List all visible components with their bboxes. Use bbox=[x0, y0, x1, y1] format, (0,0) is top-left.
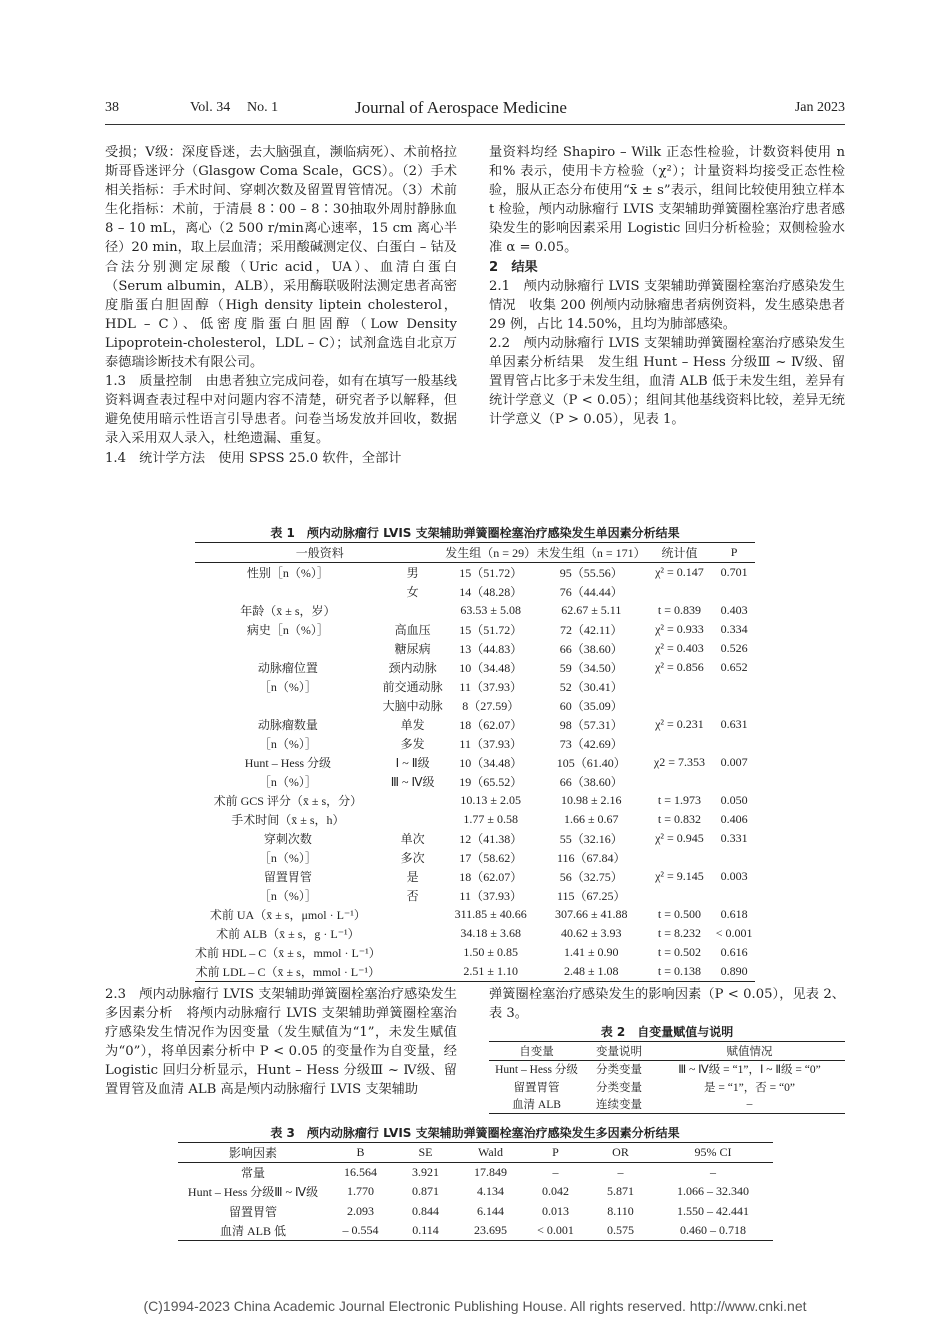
table1-cell: 0.526 bbox=[720, 641, 748, 655]
table1-cell: 10（34.48） bbox=[459, 756, 523, 770]
table1-cell: 0.003 bbox=[720, 869, 748, 883]
table1-cell: 术前 GCS 评分（x̄ ± s，分） bbox=[213, 794, 363, 808]
running-header bbox=[105, 98, 845, 125]
table1-cell: t = 0.502 bbox=[657, 945, 701, 959]
table1-row bbox=[195, 943, 755, 962]
table3-cell: 2.093 bbox=[347, 1203, 374, 1218]
table1-row bbox=[195, 620, 755, 639]
table1-cell: 前交通动脉 bbox=[382, 680, 443, 694]
table1-cell: 116（67.84） bbox=[556, 851, 626, 865]
left-column bbox=[105, 143, 457, 468]
table1-cell: 8（27.59） bbox=[462, 699, 520, 713]
table2-header-cell: 赋值情况 bbox=[654, 1042, 845, 1061]
table1-cell bbox=[713, 848, 755, 867]
table3-cell: – bbox=[617, 1165, 624, 1180]
table1-cell: 单次 bbox=[400, 832, 425, 846]
table2-cell: 分类变量 bbox=[596, 1064, 642, 1077]
table2-cell: – bbox=[654, 1096, 845, 1114]
table3-header-cell: P bbox=[523, 1143, 588, 1163]
table3-row bbox=[178, 1202, 773, 1221]
table3-row bbox=[178, 1221, 773, 1241]
table3-cell: 23.695 bbox=[458, 1221, 523, 1241]
table1-cell: 术前 ALB（x̄ ± s，g · L⁻¹） bbox=[216, 927, 360, 941]
table1-cell bbox=[646, 696, 714, 715]
table1-cell: 0.652 bbox=[720, 660, 748, 674]
table3-cell: 1.770 bbox=[347, 1184, 374, 1199]
table1-cell: 15（51.72） bbox=[459, 566, 523, 580]
table2-cell: Hunt – Hess 分级 bbox=[495, 1064, 578, 1077]
table1-cell: 63.53 ± 5.08 bbox=[460, 603, 521, 617]
table1-cell: 0.403 bbox=[720, 603, 748, 617]
table1-cell: ［n（%）］ bbox=[258, 737, 317, 751]
right-column-2 bbox=[489, 985, 845, 1023]
table1-cell: 62.67 ± 5.11 bbox=[561, 603, 622, 617]
table1-cell bbox=[646, 734, 714, 753]
page-number: 38 bbox=[105, 100, 119, 115]
table1-cell: 15（51.72） bbox=[459, 623, 523, 637]
table2-cell: 分类变量 bbox=[596, 1081, 642, 1094]
table1-cell: Ⅰ ~ Ⅱ级 bbox=[395, 756, 430, 770]
table1-cell: 10（34.48） bbox=[459, 661, 523, 675]
table1-cell: 性别［n（%）］ bbox=[246, 566, 329, 580]
table1-cell: 1.66 ± 0.67 bbox=[563, 812, 619, 826]
table1-cell bbox=[646, 772, 714, 791]
table3-caption: 表 3 颅内动脉瘤行 LVIS 支架辅助弹簧圈栓塞治疗感染发生多因素分析结果 bbox=[270, 1126, 680, 1140]
table1-cell: 311.85 ± 40.66 bbox=[454, 907, 527, 921]
table1-cell: 18（62.07） bbox=[459, 718, 523, 732]
table1-row bbox=[195, 658, 755, 677]
paragraph-statistics: 1.4 统计学方法 使用 SPSS 25.0 软件，全部计 bbox=[105, 450, 402, 466]
table1-cell: 病史［n（%）］ bbox=[246, 623, 329, 637]
table1-cell bbox=[646, 886, 714, 905]
table1-row bbox=[195, 677, 755, 696]
table3-header-cell: 95% CI bbox=[653, 1143, 773, 1163]
table2-cell: 连续变量 bbox=[584, 1096, 654, 1114]
table1-cell: 2.51 ± 1.10 bbox=[445, 962, 537, 982]
table1-cell bbox=[381, 791, 445, 810]
table1-cell: 糖尿病 bbox=[394, 642, 431, 656]
right-column bbox=[489, 143, 845, 429]
table1-cell: 12（41.38） bbox=[459, 832, 523, 846]
table2-cell: 血清 ALB bbox=[489, 1096, 584, 1114]
table1-cell: ［n（%）］ bbox=[258, 889, 317, 903]
table1-cell: 55（32.16） bbox=[559, 832, 623, 846]
table1-row bbox=[195, 753, 755, 772]
table3-cell: 5.871 bbox=[607, 1184, 634, 1199]
table1-cell: ［n（%）］ bbox=[258, 680, 317, 694]
table1-cell bbox=[713, 677, 755, 696]
table2-header-cell: 变量说明 bbox=[584, 1042, 654, 1061]
table1-cell: 10.13 ± 2.05 bbox=[460, 793, 521, 807]
table3-cell: 0.013 bbox=[542, 1203, 569, 1218]
table1-cell: 56（32.75） bbox=[559, 870, 623, 884]
table3-cell: 0.042 bbox=[542, 1184, 569, 1199]
table3-cell: 0.114 bbox=[393, 1221, 458, 1241]
table1-cell: 0.331 bbox=[720, 831, 748, 845]
table2-cell: Ⅲ ~ Ⅳ级 = “1”，Ⅰ ~ Ⅱ级 = “0” bbox=[678, 1064, 821, 1077]
table1-cell: 72（42.11） bbox=[559, 623, 623, 637]
table1-row bbox=[195, 867, 755, 886]
table1-row bbox=[195, 810, 755, 829]
table1-row bbox=[195, 734, 755, 753]
table1-row bbox=[195, 772, 755, 791]
table1-cell: 否 bbox=[406, 889, 419, 903]
table3-cell: 常量 bbox=[240, 1166, 265, 1181]
table1-cell: t = 0.839 bbox=[657, 603, 701, 617]
table1-cell: 0.050 bbox=[720, 793, 748, 807]
table1-row bbox=[195, 601, 755, 620]
table1-cell: 多次 bbox=[400, 851, 425, 865]
table1-cell: 66（38.60） bbox=[559, 642, 623, 656]
table1-cell: χ² = 0.933 bbox=[655, 622, 704, 636]
table1-cell: 1.77 ± 0.58 bbox=[463, 812, 518, 826]
table1-cell: ［n（%）］ bbox=[258, 775, 317, 789]
table2 bbox=[489, 1041, 845, 1114]
paragraph-results-2-2: 2.2 颅内动脉瘤行 LVIS 支架辅助弹簧圈栓塞治疗感染发生单因素分析结果 发生组 Hunt – Hess 分级Ⅲ ~ Ⅳ级、留置胃管占比多于未发生组，血清 ALB 低于未发生组，差异有统计学意义（P < 0.05）；组间其他基线资料比较，差异无统计学意义（P > 0.05），见表 1。 bbox=[489, 335, 845, 428]
table3-header-cell: Wald bbox=[458, 1143, 523, 1163]
table1-header-cell: 未发生组（n = 171） bbox=[537, 543, 646, 563]
paragraph-methods-indicators: 受损；Ⅴ级：深度昏迷，去大脑强直，濒临病死）、术前格拉斯哥昏迷评分（Glasgow Coma Scale，GCS）。（2）手术相关指标：手术时间、穿刺次数及留置胃管情况。（3）术前生化指标：术前，于清晨 8∶00 – 8∶30抽取外周肘静脉血 8 – 10 mL，离心（2 500 r/min离心速率，15 cm 离心半径）20 min，取上层血清；采用酸碱测定仪、白蛋白 – 钴及合法分别测定尿酸（Uric acid，UA）、血清白蛋白（Serum albumin，ALB），采用酶联吸附法测定患者高密度脂蛋白胆固醇（High density liptein cholesterol，HDL – C）、低密度脂蛋白胆固醇（Low Density Lipoprotein-cholesterol，LDL – C）；试剂盒选自北京万泰德瑞诊断技术有限公司。 bbox=[105, 145, 457, 371]
table3-cell: < 0.001 bbox=[523, 1221, 588, 1241]
volume: Vol. 34 bbox=[190, 100, 231, 115]
table1-cell: 0.701 bbox=[720, 565, 748, 579]
table1-cell bbox=[713, 886, 755, 905]
table2-cell: 留置胃管 bbox=[513, 1081, 560, 1094]
table1-cell: 11（37.93） bbox=[459, 889, 522, 903]
table1-cell bbox=[713, 772, 755, 791]
left-column-2 bbox=[105, 985, 457, 1100]
table3-cell: 4.134 bbox=[477, 1184, 504, 1199]
table1-row bbox=[195, 829, 755, 848]
table1-cell: 60（35.09） bbox=[559, 699, 623, 713]
table1-cell: 115（67.25） bbox=[556, 889, 626, 903]
table2-caption: 表 2 自变量赋值与说明 bbox=[600, 1025, 734, 1039]
table1-cell: 76（44.44） bbox=[559, 585, 623, 599]
table2-header-cell: 自变量 bbox=[489, 1042, 584, 1061]
table1-cell: t = 0.138 bbox=[646, 962, 714, 982]
table1-cell: 0.007 bbox=[720, 755, 748, 769]
table3-cell: – bbox=[710, 1165, 716, 1180]
table3-header-cell: 影响因素 bbox=[178, 1143, 328, 1163]
table1-cell bbox=[646, 582, 714, 601]
table2-row bbox=[489, 1060, 845, 1078]
table1-cell: 是 bbox=[406, 870, 419, 884]
table3-row bbox=[178, 1182, 773, 1201]
table1-header-cell: 一般资料 bbox=[195, 543, 445, 563]
table1-cell: 11（37.93） bbox=[459, 737, 522, 751]
table3-cell: – 0.554 bbox=[328, 1221, 393, 1241]
table1-cell: 0.618 bbox=[720, 907, 748, 921]
table3-cell: 1.066 – 32.340 bbox=[677, 1184, 749, 1199]
table1-cell: t = 0.832 bbox=[657, 812, 701, 826]
table1-row bbox=[195, 962, 755, 982]
table1-cell bbox=[381, 601, 445, 620]
table3-cell: 3.921 bbox=[412, 1165, 439, 1180]
table1-cell: 307.66 ± 41.88 bbox=[554, 907, 628, 921]
table1-cell: 105（61.40） bbox=[556, 756, 626, 770]
table3-cell: – bbox=[552, 1165, 559, 1180]
table1-cell: 大脑中动脉 bbox=[382, 699, 443, 713]
table1-cell: 0.406 bbox=[720, 812, 748, 826]
table1-cell: 34.18 ± 3.68 bbox=[460, 926, 521, 940]
paragraph-results-2-3-cont: 弹簧圈栓塞治疗感染发生的影响因素（P < 0.05），见表 2、表 3。 bbox=[489, 987, 845, 1022]
table1-cell: 59（34.50） bbox=[559, 661, 623, 675]
table1-cell: χ² = 9.145 bbox=[655, 869, 704, 883]
table1-cell bbox=[381, 810, 445, 829]
table3-cell: 0.575 bbox=[588, 1221, 653, 1241]
table1-cell: 1.50 ± 0.85 bbox=[463, 945, 518, 959]
table1-cell: 1.41 ± 0.90 bbox=[563, 945, 619, 959]
table2-row bbox=[489, 1096, 845, 1114]
table2-cell: 是 = “1”，否 = “0” bbox=[704, 1081, 795, 1094]
table1-cell: ［n（%）］ bbox=[258, 851, 317, 865]
table1-cell: 穿刺次数 bbox=[263, 832, 312, 846]
table1-cell: 术前 UA（x̄ ± s，μmol · L⁻¹） bbox=[209, 908, 366, 922]
issue-date: Jan 2023 bbox=[794, 100, 845, 115]
table1-cell: χ² = 0.231 bbox=[655, 717, 704, 731]
table3-cell: 0.844 bbox=[412, 1203, 439, 1218]
table1-cell: 19（65.52） bbox=[459, 775, 523, 789]
table1-row bbox=[195, 696, 755, 715]
table1-cell: < 0.001 bbox=[715, 926, 753, 940]
table1-cell: 66（38.60） bbox=[559, 775, 623, 789]
table1-cell: 98（57.31） bbox=[559, 718, 623, 732]
table1-row bbox=[195, 886, 755, 905]
section-heading-results: 2 结果 bbox=[489, 259, 538, 275]
table1-cell: Hunt – Hess 分级 bbox=[244, 756, 332, 770]
table1-cell bbox=[381, 943, 445, 962]
table1-cell: 11（37.93） bbox=[459, 680, 522, 694]
table1-cell: 术前 LDL – C（x̄ ± s，mmol · L⁻¹） bbox=[195, 962, 381, 982]
table1-cell: 0.890 bbox=[713, 962, 755, 982]
table1-cell: 动脉瘤位置 bbox=[257, 661, 318, 675]
table3-cell: 17.849 bbox=[474, 1165, 507, 1180]
table1-cell: t = 8.232 bbox=[657, 926, 701, 940]
table1-cell bbox=[713, 734, 755, 753]
paragraph-statistics-cont: 量资料均经 Shapiro – Wilk 正态性检验，计数资料使用 n 和% 表示，使用卡方检验（χ²）；计量资料均接受正态性检验，服从正态分布使用“x̄ ± s”表示，组间比较使用独立样本 t 检验，颅内动脉瘤行 LVIS 支架辅助弹簧圈栓塞治疗患者感染发生的影响因素采用 Logistic 回归分析检验；双侧检验水准 α = 0.05。 bbox=[489, 145, 845, 256]
table1-row bbox=[195, 905, 755, 924]
table1-cell: 男 bbox=[406, 566, 419, 580]
table1-cell: 术前 HDL – C（x̄ ± s，mmol · L⁻¹） bbox=[195, 946, 381, 960]
table1-header-cell: 发生组（n = 29） bbox=[445, 543, 537, 563]
table1-cell bbox=[381, 905, 445, 924]
table3-cell: 0.460 – 0.718 bbox=[653, 1221, 773, 1241]
table1-row bbox=[195, 639, 755, 658]
paragraph-results-2-3: 2.3 颅内动脉瘤行 LVIS 支架辅助弹簧圈栓塞治疗感染发生多因素分析 将颅内动脉瘤行 LVIS 支架辅助弹簧圈栓塞治疗感染发生情况作为因变量（发生赋值为“1”，未发生赋值为“0”），将单因素分析中 P < 0.05 的变量作为自变量，经 Logistic 回归分析显示，Hunt – Hess 分级Ⅲ ~ Ⅳ级、留置胃管及血清 ALB 高是颅内动脉瘤行 LVIS 支架辅助 bbox=[105, 987, 457, 1098]
table1-cell: χ² = 0.945 bbox=[655, 831, 704, 845]
table3-cell: Hunt – Hess 分级Ⅲ ~ Ⅳ级 bbox=[187, 1185, 319, 1200]
table1-cell: 40.62 ± 3.93 bbox=[560, 926, 622, 940]
table1-cell: 2.48 ± 1.08 bbox=[537, 962, 646, 982]
table1-cell: t = 1.973 bbox=[657, 793, 701, 807]
table3-cell: 0.871 bbox=[412, 1184, 439, 1199]
table1-row bbox=[195, 848, 755, 867]
table1 bbox=[195, 542, 755, 982]
paragraph-results-2-1: 2.1 颅内动脉瘤行 LVIS 支架辅助弹簧圈栓塞治疗感染发生情况 收集 200 例颅内动脉瘤患者病例资料，发生感染患者 29 例，占比 14.50%，且均为肺部感染。 bbox=[489, 278, 845, 332]
table1-cell: 73（42.69） bbox=[559, 737, 623, 751]
table1-cell: 0.334 bbox=[720, 622, 748, 636]
table3-header-cell: SE bbox=[393, 1143, 458, 1163]
table3 bbox=[178, 1142, 773, 1241]
table1-cell: 13（44.83） bbox=[459, 642, 523, 656]
table1-cell bbox=[195, 582, 381, 601]
journal-title: Journal of Aerospace Medicine bbox=[355, 98, 567, 117]
table3-header-cell: B bbox=[328, 1143, 393, 1163]
table3-row bbox=[178, 1163, 773, 1183]
table1-cell: 95（55.56） bbox=[559, 566, 623, 580]
copyright-footer: (C)1994-2023 China Academic Journal Electronic Publishing House. All rights reserved. http://www.cnki.net bbox=[143, 1298, 807, 1314]
table3-header-cell: OR bbox=[588, 1143, 653, 1163]
table1-cell: 颈内动脉 bbox=[388, 661, 437, 675]
table3-cell: 8.110 bbox=[607, 1203, 634, 1218]
table1-cell: 18（62.07） bbox=[459, 870, 523, 884]
table1-cell: 14（48.28） bbox=[459, 585, 523, 599]
table1-header-cell: P bbox=[713, 543, 755, 563]
table1-cell: 留置胃管 bbox=[263, 870, 312, 884]
table1-cell: 高血压 bbox=[394, 623, 431, 637]
table1-cell: 多发 bbox=[400, 737, 425, 751]
table1-cell: 52（30.41） bbox=[559, 680, 623, 694]
table1-row bbox=[195, 582, 755, 601]
table1-cell bbox=[381, 924, 445, 943]
table1-cell: 0.631 bbox=[720, 717, 748, 731]
table1-cell bbox=[646, 677, 714, 696]
table1-row bbox=[195, 791, 755, 810]
table3-cell: 1.550 – 42.441 bbox=[677, 1203, 749, 1218]
table1-cell: t = 0.500 bbox=[657, 907, 701, 921]
table3-cell: 16.564 bbox=[344, 1165, 377, 1180]
table1-cell: 年龄（x̄ ± s，岁） bbox=[240, 604, 336, 618]
table1-cell: 女 bbox=[406, 585, 419, 599]
table2-row bbox=[489, 1078, 845, 1096]
table1-cell bbox=[713, 582, 755, 601]
table1-cell: 单发 bbox=[400, 718, 425, 732]
table1-row bbox=[195, 715, 755, 734]
table1-cell: 0.616 bbox=[720, 945, 748, 959]
table1-cell: χ2 = 7.353 bbox=[653, 755, 705, 769]
table1-cell: 17（58.62） bbox=[459, 851, 523, 865]
table1-cell bbox=[195, 639, 381, 658]
table1-cell bbox=[195, 696, 381, 715]
table1-cell: 10.98 ± 2.16 bbox=[560, 793, 622, 807]
issue: No. 1 bbox=[247, 100, 279, 115]
paragraph-quality-control: 1.3 质量控制 由患者独立完成问卷，如有在填写一般基线资料调查表过程中对问题内容不清楚，研究者予以解释，但避免使用暗示性语言引导患者。问卷当场发放并回收，数据录入采用双人录入，杜绝遗漏、重复。 bbox=[105, 374, 457, 447]
table1-cell bbox=[381, 962, 445, 982]
table1-cell: Ⅲ ~ Ⅳ级 bbox=[390, 775, 435, 789]
table1-caption: 表 1 颅内动脉瘤行 LVIS 支架辅助弹簧圈栓塞治疗感染发生单因素分析结果 bbox=[270, 526, 680, 540]
table1-cell: 动脉瘤数量 bbox=[257, 718, 318, 732]
table1-cell bbox=[646, 848, 714, 867]
table1-cell: χ² = 0.856 bbox=[655, 660, 704, 674]
table1-header-cell: 统计值 bbox=[646, 543, 714, 563]
table1-cell bbox=[713, 696, 755, 715]
table1-cell: χ² = 0.147 bbox=[655, 565, 704, 579]
table1-row bbox=[195, 924, 755, 943]
table3-cell: 血清 ALB 低 bbox=[178, 1221, 328, 1241]
table1-row bbox=[195, 563, 755, 583]
table3-cell: 留置胃管 bbox=[228, 1204, 277, 1219]
table1-cell: χ² = 0.403 bbox=[655, 641, 704, 655]
table3-cell: 6.144 bbox=[477, 1203, 504, 1218]
table1-cell: 手术时间（x̄ ± s，h） bbox=[231, 813, 345, 827]
